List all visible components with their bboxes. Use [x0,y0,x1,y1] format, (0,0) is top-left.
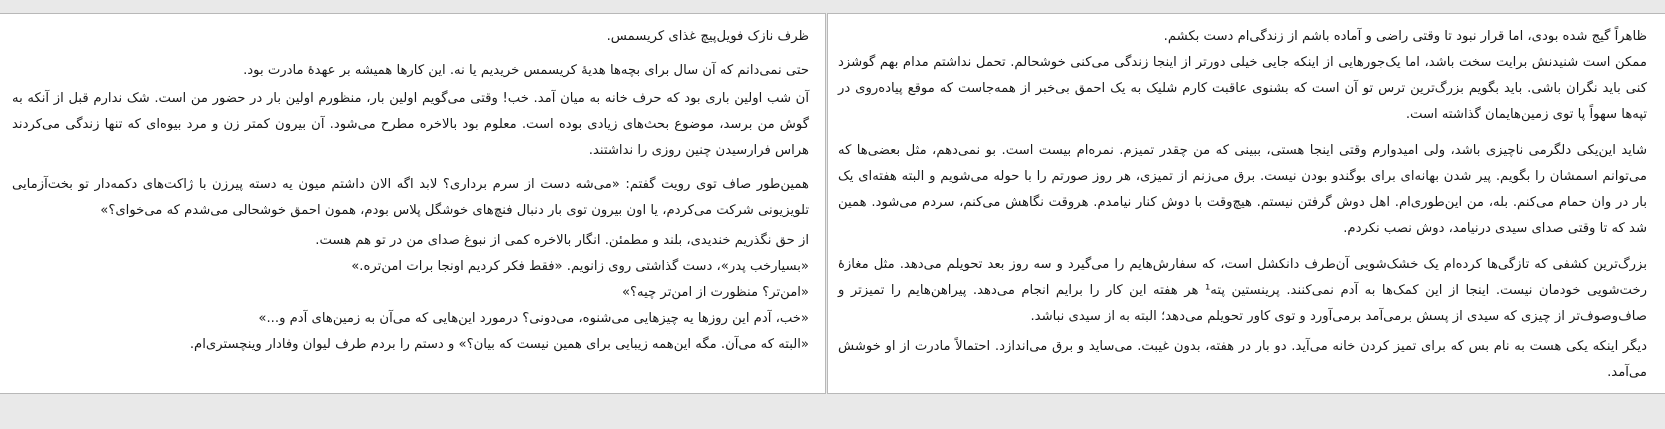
paragraph: ممکن است شنیدنش برایت سخت باشد، اما یک‌جورهایی از اینکه جایی خیلی دورتر از اینجا زندگی می‌کنی خوشحالم. تحمل نداشتم مدام بهم گوشزد کنی باید نگران باشی. باید بگویم بزرگ‌ترین ترس تو آن است که بشنوی عاقبت کارم شلیک به یک احمق بی‌خبر از همه‌جاست که موقع پیاده‌روی در تپه‌ها سهواً پا توی زمین‌هایمان گذاشته است. [838,55,1647,122]
paragraph: دیگر اینکه یکی هست به نام بس که برای تمیز کردن خانه می‌آید. دو بار در هفته، بدون غیبت. می‌ساید و برق می‌اندازد. احتمالاً مادرت از او خوشش می‌آمد. [838,339,1647,380]
paragraph: ظرف نازک فویل‌پیچ غذای کریسمس. [606,29,809,44]
left-page [0,13,826,394]
left-page-text [12,24,809,358]
paragraph: «خب، آدم این روزها یه چیزهایی می‌شنوه، می‌دونی؟ درمورد این‌هایی که می‌آن به زمین‌های آدم و...» [258,311,809,326]
paragraph: «بسیارخب پدر»، دست گذاشتی روی زانویم. «فقط فکر کردیم اونجا برات امن‌تره.» [351,259,809,274]
paragraph: ظاهراً گیج شده بودی، اما قرار نبود تا وقتی راضی و آماده باشم از زندگی‌ام دست بکشم. [1163,29,1647,44]
paragraph: «امن‌تر؟ منظورت از امن‌تر چیه؟» [621,285,809,300]
paragraph: از حق نگذریم خندیدی، بلند و مطمئن. انگار بالاخره کمی از نبوغ صدای من در تو هم هست. [315,233,809,248]
right-page [827,13,1665,394]
right-page-text [838,24,1647,386]
paragraph: شاید این‌یکی دلگرمی ناچیزی باشد، ولی امیدوارم وقتی اینجا هستی، ببینی که من چقدر تمیزم. نمره‌ام بیست است. بو نمی‌دهم، مثل بعضی‌ها که می‌توانم اسمشان را بگویم. پیر شدن بهانه‌ای برای بوگندو بودن نیست. برق می‌زنم از تمیزی، هر روز صورتم را با حوله می‌شویم و البته هفته‌ای یک بار در وان حمام می‌کنم. بله، من این‌طوری‌ام. اهل دوش گرفتن نیستم. هیچ‌وقت با دوش کنار نیامدم. هروقت نگاهش می‌کنم، سردم می‌شود. همین شد که تا وقتی صدای سیدی درنیامد، دوش نصب نکردم. [838,143,1647,236]
paragraph: همین‌طور صاف توی رویت گفتم: «می‌شه دست از سرم برداری؟ لابد اگه الان داشتم میون یه دسته پیرزن با ژاکت‌های دکمه‌دار تو بخت‌آزمایی تلویزیونی شرکت می‌کردم، یا اون بیرون توی بار دنبال فنچ‌های خوشگل پلاس بودم، همون احمق خوشحالی می‌شدم که می‌خوای؟» [12,177,809,218]
paragraph: «البته که می‌آن. مگه این‌همه زیبایی برای همین نیست که بیان؟» و دستم را بردم طرف لیوان وفادار وینچستری‌ام. [189,337,809,352]
paragraph: بزرگ‌ترین کشفی که تازگی‌ها کرده‌ام یک خشک‌شویی آن‌طرف دانکشل است، که سفارش‌هایم را می‌گیرد و سه روز بعد تحویلم می‌دهد. مثل مغازهٔ رخت‌شویی خودمان نیست. اینجا از این کمک‌ها به آدم نمی‌کنند. پرینستین پته¹ هر هفته این کار را برایم انجام می‌دهد. پیراهن‌هایم را تمیزتر و صاف‌وصوف‌تر از چیزی که سیدی از پسش برمی‌آمد برمی‌آورد و توی کاور تحویلم می‌دهد؛ البته به از سیدی نباشد. [838,257,1648,324]
paragraph: آن شب اولین باری بود که حرف خانه به میان آمد. خب! وقتی می‌گویم اولین بار، منظورم اولین بار در حضور من است. شک ندارم قبل از آنکه به گوش من برسد، موضوع بحث‌های زیادی بوده است. معلوم بود بالاخره مطرح می‌شود. آن بیرون کمتر زن و مرد بیوه‌ای که تنها زندگی می‌کردند هراس فرارسیدن چنین روزی را نداشتند. [12,91,809,158]
paragraph: حتی نمی‌دانم که آن سال برای بچه‌ها هدیهٔ کریسمس خریدیم یا نه. این کارها همیشه بر عهدهٔ مادرت بود. [243,63,809,78]
